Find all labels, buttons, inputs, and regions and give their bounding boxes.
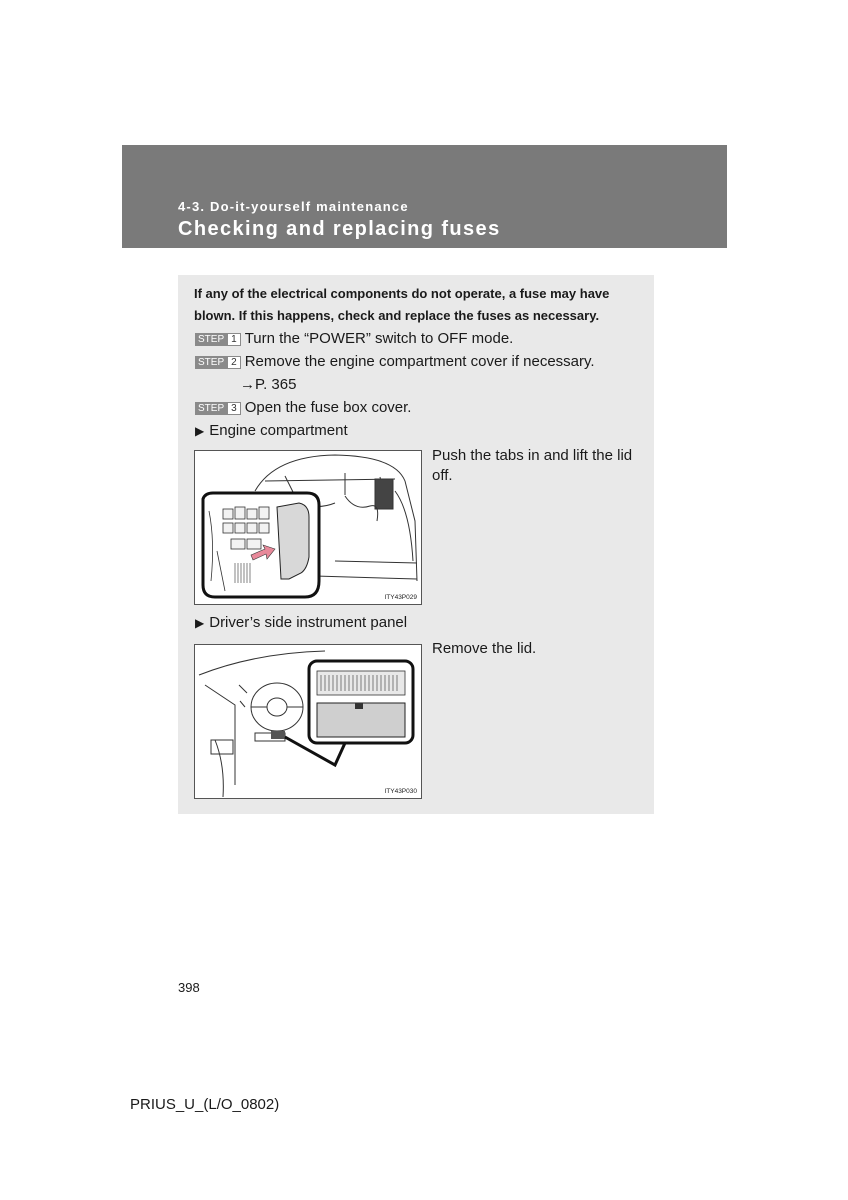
instrument-panel-illustration — [195, 645, 421, 798]
step-text: Open the fuse box cover. — [244, 399, 412, 416]
engine-fuse-box-illustration — [195, 451, 421, 604]
page-reference: →P. 365 — [240, 376, 297, 393]
footer-code: PRIUS_U_(L/O_0802) — [130, 1096, 280, 1113]
step-text: Remove the engine compartment cover if necessary. — [244, 353, 595, 370]
engine-compartment-figure — [194, 450, 422, 605]
instrument-panel-figure — [194, 644, 422, 799]
intro-text: If any of the electrical components do not operate, a fuse may have blown. If this happens, check and replace the fuses as necessary. — [194, 286, 610, 323]
step-text: Turn the “POWER” switch to OFF mode. — [244, 330, 514, 347]
step-2 — [195, 352, 595, 372]
content-box — [178, 275, 654, 814]
page-number: 398 — [178, 980, 200, 995]
section-label: 4-3. Do-it-yourself maintenance — [178, 199, 409, 214]
step-badge: STEP 3 — [195, 402, 241, 415]
panel-figure-description: Remove the lid. — [432, 640, 537, 657]
step-badge: STEP 2 — [195, 356, 241, 369]
triangle-right-icon: ▶ — [195, 424, 205, 438]
header-band — [122, 145, 727, 248]
step-badge: STEP 1 — [195, 333, 241, 346]
page-title: Checking and replacing fuses — [178, 218, 501, 240]
figure-code: ITY43P030 — [384, 788, 417, 795]
engine-compartment-heading: ▶ Engine compartment — [195, 422, 348, 439]
triangle-right-icon: ▶ — [195, 616, 205, 630]
engine-figure-description: Push the tabs in and lift the lid off. — [432, 447, 633, 484]
figure-code: ITY43P029 — [384, 594, 417, 601]
step-3 — [195, 398, 411, 418]
step-1 — [195, 329, 513, 349]
instrument-panel-heading: ▶ Driver’s side instrument panel — [195, 614, 408, 631]
